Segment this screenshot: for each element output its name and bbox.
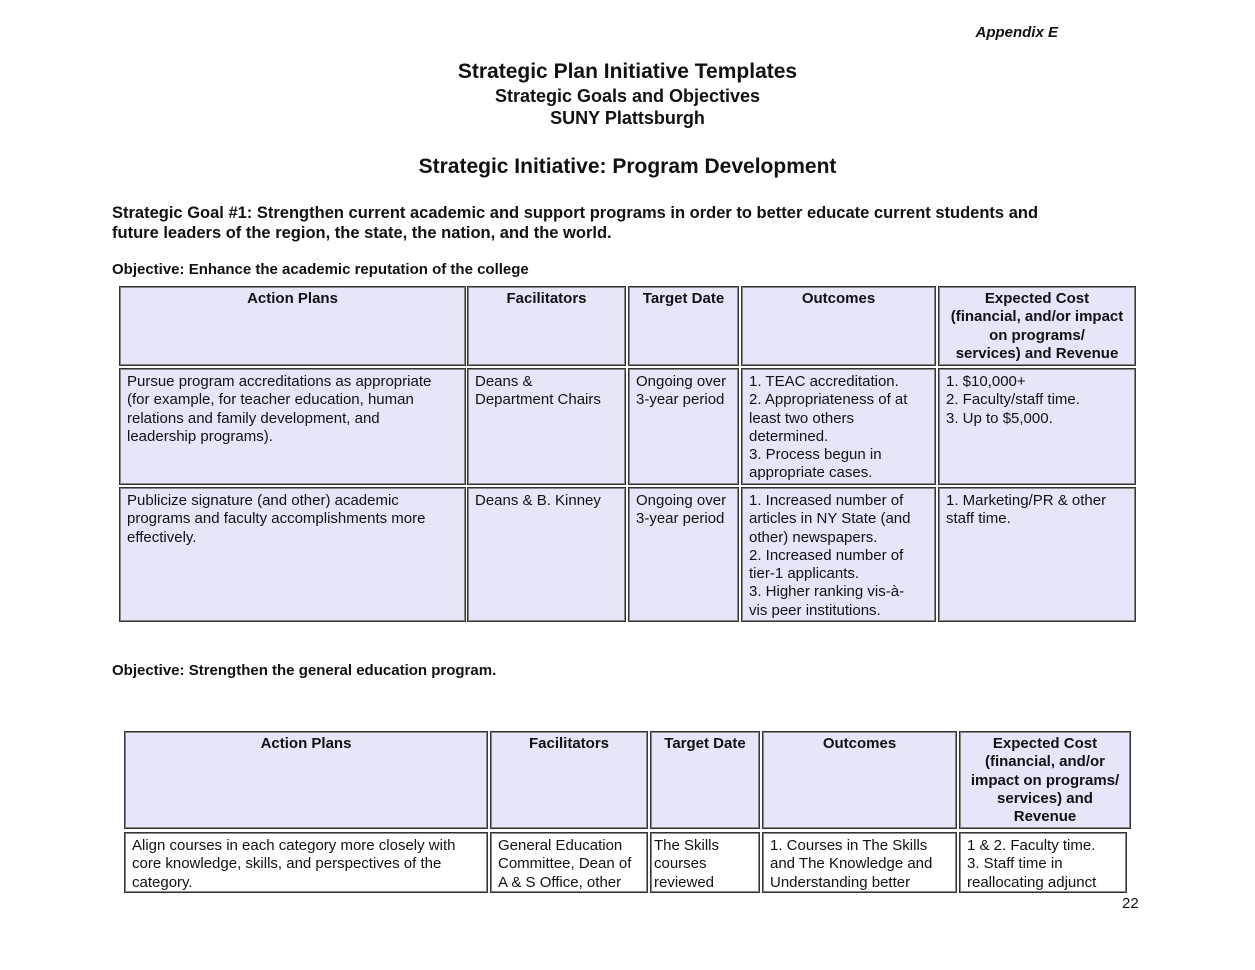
cell-facilitators: Deans & B. Kinney xyxy=(467,487,626,622)
header-action-plans: Action Plans xyxy=(124,731,488,829)
page-subtitle: Strategic Goals and Objectives xyxy=(494,86,761,106)
cell-action-plan: Pursue program accreditations as appropriate (for example, for teacher education, human relations and family development, and leadership programs). xyxy=(119,368,466,485)
header-target-date: Target Date xyxy=(628,286,739,366)
header-expected-cost: Expected Cost (financial, and/or impact on programs/ services) and Revenue xyxy=(938,286,1136,366)
header-action-plans: Action Plans xyxy=(119,286,466,366)
header-expected-cost: Expected Cost (financial, and/or impact on programs/ services) and Revenue xyxy=(959,731,1131,829)
initiative-heading: Strategic Initiative: Program Development xyxy=(418,155,837,178)
header-outcomes: Outcomes xyxy=(741,286,936,366)
cell-action-plan: Align courses in each category more closely with core knowledge, skills, and perspectives of the category. xyxy=(124,832,488,893)
strategic-goal xyxy=(112,203,1122,243)
cell-action-plan: Publicize signature (and other) academic programs and faculty accomplishments more effectively. xyxy=(119,487,466,622)
cell-expected-cost: 1 & 2. Faculty time. 3. Staff time in reallocating adjunct xyxy=(959,832,1127,893)
page-number: 22 xyxy=(1122,895,1139,912)
cell-outcomes: 1. Courses in The Skills and The Knowledge and Understanding better xyxy=(762,832,957,893)
cell-outcomes: 1. Increased number of articles in NY State (and other) newspapers. 2. Increased number of tier-1 applicants. 3. Higher ranking vis-à- vis peer institutions. xyxy=(741,487,936,622)
header-target-date: Target Date xyxy=(650,731,760,829)
header-facilitators: Facilitators xyxy=(467,286,626,366)
header-facilitators: Facilitators xyxy=(490,731,648,829)
cell-target-date: The Skills courses reviewed xyxy=(650,832,760,893)
cell-target-date: Ongoing over 3-year period xyxy=(628,368,739,485)
cell-facilitators: Deans & Department Chairs xyxy=(467,368,626,485)
objective-heading: Objective: Strengthen the general education program. xyxy=(112,662,497,679)
objective-heading: Objective: Enhance the academic reputation of the college xyxy=(112,261,529,278)
institution-name: SUNY Plattsburgh xyxy=(550,108,705,128)
cell-facilitators: General Education Committee, Dean of A & S Office, other xyxy=(490,832,648,893)
cell-expected-cost: 1. Marketing/PR & other staff time. xyxy=(938,487,1136,622)
cell-outcomes: 1. TEAC accreditation. 2. Appropriateness of at least two others determined. 3. Process begun in appropriate cases. xyxy=(741,368,936,485)
header-outcomes: Outcomes xyxy=(762,731,957,829)
goal-line: future leaders of the region, the state, the nation, and the world. xyxy=(112,224,612,242)
page-title: Strategic Plan Initiative Templates xyxy=(457,60,798,83)
cell-target-date: Ongoing over 3-year period xyxy=(628,487,739,622)
goal-line: Strategic Goal #1: Strengthen current academic and support programs in order to better educate current students and xyxy=(112,204,1039,222)
cell-expected-cost: 1. $10,000+ 2. Faculty/staff time. 3. Up to $5,000. xyxy=(938,368,1136,485)
appendix-label: Appendix E xyxy=(975,24,1058,41)
